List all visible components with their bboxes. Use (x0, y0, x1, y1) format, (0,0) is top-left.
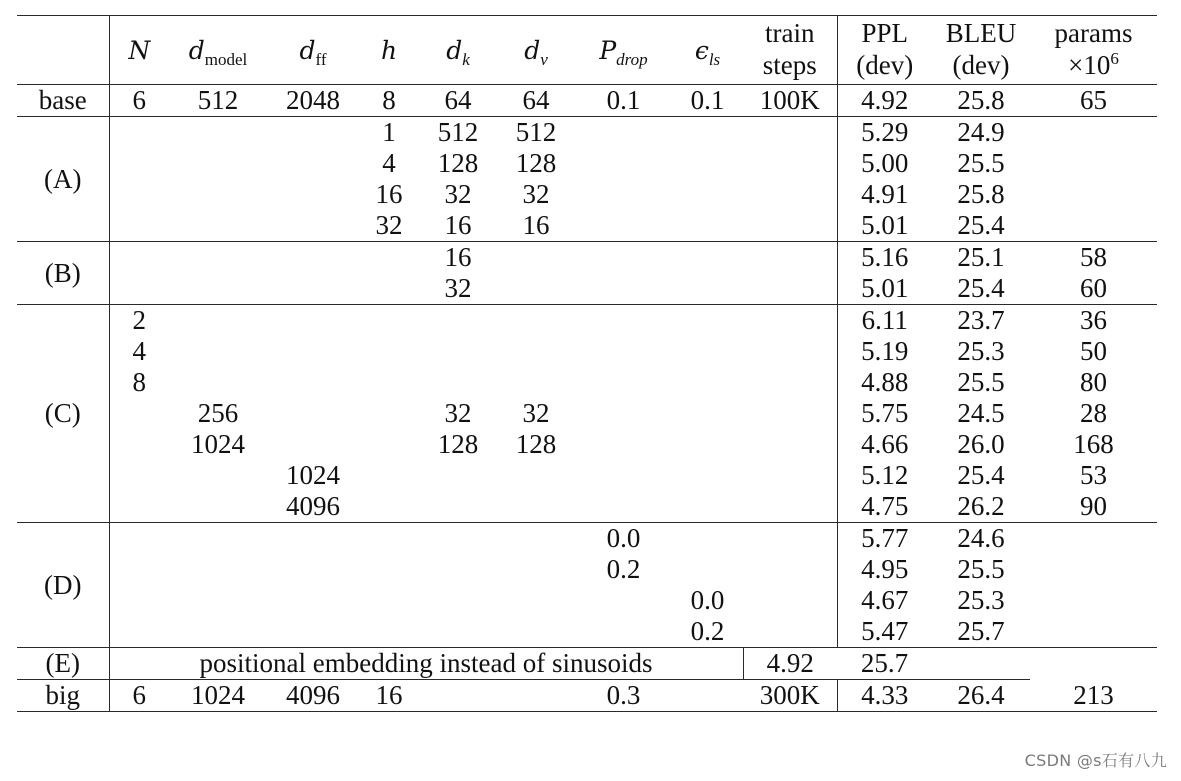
table-row-a-4 (17, 210, 1157, 242)
cell-big-train-steps: 300K (743, 680, 837, 712)
cell-c3-ppl: 4.88 (861, 367, 909, 397)
cell-a4-d-v: 16 (497, 210, 575, 242)
header-d-k (419, 16, 497, 85)
cell-c5-ppl: 4.66 (861, 429, 909, 459)
cell-c1-n: 2 (132, 305, 146, 335)
cell-a1-ppl: 5.29 (861, 117, 909, 147)
cell-c5-d-model: 1024 (191, 429, 245, 459)
header-d-ff (267, 16, 359, 85)
row-label-e: (E) (17, 648, 109, 680)
header-train-line2: steps (762, 50, 817, 80)
cell-d1-bleu: 24.6 (957, 523, 1005, 553)
cell-e-bleu: 25.7 (837, 648, 932, 680)
header-ppl-line1: PPL (861, 18, 909, 49)
cell-a1-d-k: 512 (437, 117, 479, 147)
table-row-d-4 (17, 616, 1157, 648)
cell-a3-d-k: 32 (444, 179, 472, 209)
header-train-steps (743, 16, 837, 85)
cell-a2-ppl: 5.00 (861, 148, 909, 178)
table-row-d-3 (17, 585, 1157, 616)
cell-c3-params: 80 (1080, 367, 1107, 397)
header-d-k-sub: k (462, 49, 470, 69)
cell-c1-ppl: 6.11 (861, 305, 908, 335)
cell-big-d-ff: 4096 (267, 680, 359, 712)
cell-b2-params: 60 (1030, 273, 1157, 305)
row-label-big: big (17, 680, 109, 712)
cell-c4-params: 28 (1080, 398, 1107, 428)
table-row-b-2 (17, 273, 1157, 305)
header-params-line1: params (1054, 18, 1133, 49)
header-train-line1: train (765, 18, 815, 49)
header-bleu (932, 16, 1030, 85)
results-table (17, 15, 1157, 712)
header-eps-main: ϵ (694, 35, 709, 65)
header-eps-ls (672, 16, 743, 85)
cell-c3-n: 8 (132, 367, 146, 397)
cell-c7-bleu: 26.2 (932, 491, 1030, 523)
header-eps-sub: ls (708, 49, 721, 69)
row-label-base: base (17, 85, 109, 117)
cell-base-h: 8 (359, 85, 419, 117)
header-bleu-line1: BLEU (945, 18, 1017, 49)
cell-d4-eps-ls: 0.2 (672, 616, 743, 648)
cell-c6-ppl: 5.12 (861, 460, 909, 490)
cell-d1-p-drop: 0.0 (606, 523, 641, 553)
cell-a2-h: 4 (382, 148, 396, 178)
cell-c4-d-model: 256 (197, 398, 239, 428)
cell-d4-ppl: 5.47 (837, 616, 932, 648)
table-header (17, 16, 1157, 85)
header-bleu-line2: (dev) (952, 50, 1010, 80)
cell-big-p-drop: 0.3 (575, 680, 672, 712)
cell-a4-ppl: 5.01 (837, 210, 932, 242)
cell-b1-params: 58 (1080, 242, 1107, 272)
cell-c5-params: 168 (1073, 429, 1114, 459)
table-row-c-7 (17, 491, 1157, 523)
cell-b2-d-k: 32 (419, 273, 497, 305)
cell-d2-bleu: 25.5 (957, 554, 1005, 584)
header-n-text: N (128, 35, 151, 65)
cell-c6-bleu: 25.4 (957, 460, 1005, 490)
cell-d4-bleu: 25.7 (932, 616, 1030, 648)
header-d-v (497, 16, 575, 85)
header-h-text: h (380, 35, 398, 65)
cell-a2-bleu: 25.5 (957, 148, 1005, 178)
cell-c5-d-v: 128 (515, 429, 557, 459)
cell-d3-eps-ls: 0.0 (690, 585, 725, 615)
cell-base-d-model: 512 (169, 85, 267, 117)
cell-c2-ppl: 5.19 (861, 336, 909, 366)
header-d-model-main: d (188, 35, 205, 65)
cell-big-d-model: 1024 (169, 680, 267, 712)
cell-e-ppl: 4.92 (743, 648, 837, 680)
cell-c5-d-k: 128 (437, 429, 479, 459)
cell-a3-ppl: 4.91 (861, 179, 909, 209)
cell-a3-d-v: 32 (522, 179, 550, 209)
table-row-e (17, 648, 1157, 680)
cell-d3-ppl: 4.67 (861, 585, 909, 615)
header-d-k-main: d (446, 35, 463, 65)
table-row-c-3 (17, 367, 1157, 398)
cell-base-d-k: 64 (419, 85, 497, 117)
row-label-a: (A) (17, 117, 109, 242)
cell-c4-ppl: 5.75 (861, 398, 909, 428)
table-row-d-1 (17, 523, 1157, 555)
table-row-c-6 (17, 460, 1157, 491)
table-row-base (17, 85, 1157, 117)
cell-a4-h: 32 (359, 210, 419, 242)
cell-base-params: 65 (1030, 85, 1157, 117)
header-p-drop-sub: drop (616, 49, 648, 69)
cell-c7-params: 90 (1030, 491, 1157, 523)
header-h (359, 16, 419, 85)
cell-c5-bleu: 26.0 (957, 429, 1005, 459)
cell-b1-bleu: 25.1 (957, 242, 1005, 272)
cell-base-eps-ls: 0.1 (672, 85, 743, 117)
cell-b1-ppl: 5.16 (861, 242, 909, 272)
table-row-c-5 (17, 429, 1157, 460)
cell-big-ppl: 4.33 (837, 680, 932, 712)
cell-a2-d-k: 128 (437, 148, 479, 178)
header-d-model (169, 16, 267, 85)
cell-b2-ppl: 5.01 (837, 273, 932, 305)
table-row-a-2 (17, 148, 1157, 179)
cell-big-params: 213 (1030, 680, 1157, 712)
header-d-model-sub: model (204, 49, 248, 69)
cell-big-h: 16 (359, 680, 419, 712)
table-row-a-1 (17, 117, 1157, 149)
cell-c3-bleu: 25.5 (957, 367, 1005, 397)
cell-a3-bleu: 25.8 (957, 179, 1005, 209)
cell-c6-params: 53 (1080, 460, 1107, 490)
header-params-line2-prefix: ×10 (1068, 50, 1111, 80)
row-label-b: (B) (17, 242, 109, 305)
cell-d2-p-drop: 0.2 (606, 554, 641, 584)
cell-base-train-steps: 100K (743, 85, 837, 117)
cell-c7-d-ff: 4096 (267, 491, 359, 523)
cell-c7-ppl: 4.75 (837, 491, 932, 523)
cell-d2-ppl: 4.95 (861, 554, 909, 584)
cell-base-d-ff: 2048 (267, 85, 359, 117)
header-params-line2-sup: 6 (1110, 49, 1119, 68)
cell-c2-bleu: 25.3 (957, 336, 1005, 366)
cell-base-d-v: 64 (497, 85, 575, 117)
cell-a1-bleu: 24.9 (957, 117, 1005, 147)
table-row-d-2 (17, 554, 1157, 585)
table-row-c-1 (17, 305, 1157, 337)
header-ppl-line2: (dev) (856, 50, 914, 80)
cell-a4-bleu: 25.4 (932, 210, 1030, 242)
cell-d1-ppl: 5.77 (861, 523, 909, 553)
cell-b1-d-k: 16 (444, 242, 472, 272)
cell-c2-params: 50 (1080, 336, 1107, 366)
header-n (109, 16, 169, 85)
cell-a2-d-v: 128 (515, 148, 557, 178)
cell-a1-h: 1 (382, 117, 396, 147)
cell-base-ppl: 4.92 (837, 85, 932, 117)
header-params (1030, 16, 1157, 85)
header-p-drop-main: P (599, 35, 617, 65)
table-row-c-4 (17, 398, 1157, 429)
header-d-ff-main: d (299, 35, 316, 65)
cell-a3-h: 16 (375, 179, 403, 209)
cell-c6-d-ff: 1024 (286, 460, 340, 490)
header-d-v-sub: v (540, 49, 548, 69)
cell-base-n: 6 (109, 85, 169, 117)
cell-base-p-drop: 0.1 (575, 85, 672, 117)
cell-base-bleu: 25.8 (932, 85, 1030, 117)
header-ppl (837, 16, 932, 85)
cell-c4-d-k: 32 (444, 398, 472, 428)
cell-c4-d-v: 32 (522, 398, 550, 428)
cell-c4-bleu: 24.5 (957, 398, 1005, 428)
cell-c1-params: 36 (1080, 305, 1107, 335)
cell-d3-bleu: 25.3 (957, 585, 1005, 615)
table-row-c-2 (17, 336, 1157, 367)
cell-a1-d-v: 512 (515, 117, 557, 147)
cell-a4-d-k: 16 (419, 210, 497, 242)
row-label-d: (D) (17, 523, 109, 648)
watermark-text: CSDN @s石有八九 (1024, 751, 1167, 770)
header-corner (17, 16, 109, 85)
cell-big-n: 6 (109, 680, 169, 712)
header-d-v-main: d (524, 35, 541, 65)
cell-c1-bleu: 23.7 (957, 305, 1005, 335)
cell-b2-bleu: 25.4 (932, 273, 1030, 305)
header-d-ff-sub: ff (315, 49, 327, 69)
cell-big-bleu: 26.4 (932, 680, 1030, 712)
row-label-c: (C) (17, 305, 109, 523)
cell-e-description: positional embedding instead of sinusoids (109, 648, 743, 680)
header-p-drop (575, 16, 672, 85)
table-row-b-1 (17, 242, 1157, 274)
table-row-big (17, 680, 1157, 712)
table-row-a-3 (17, 179, 1157, 210)
cell-c2-n: 4 (132, 336, 146, 366)
